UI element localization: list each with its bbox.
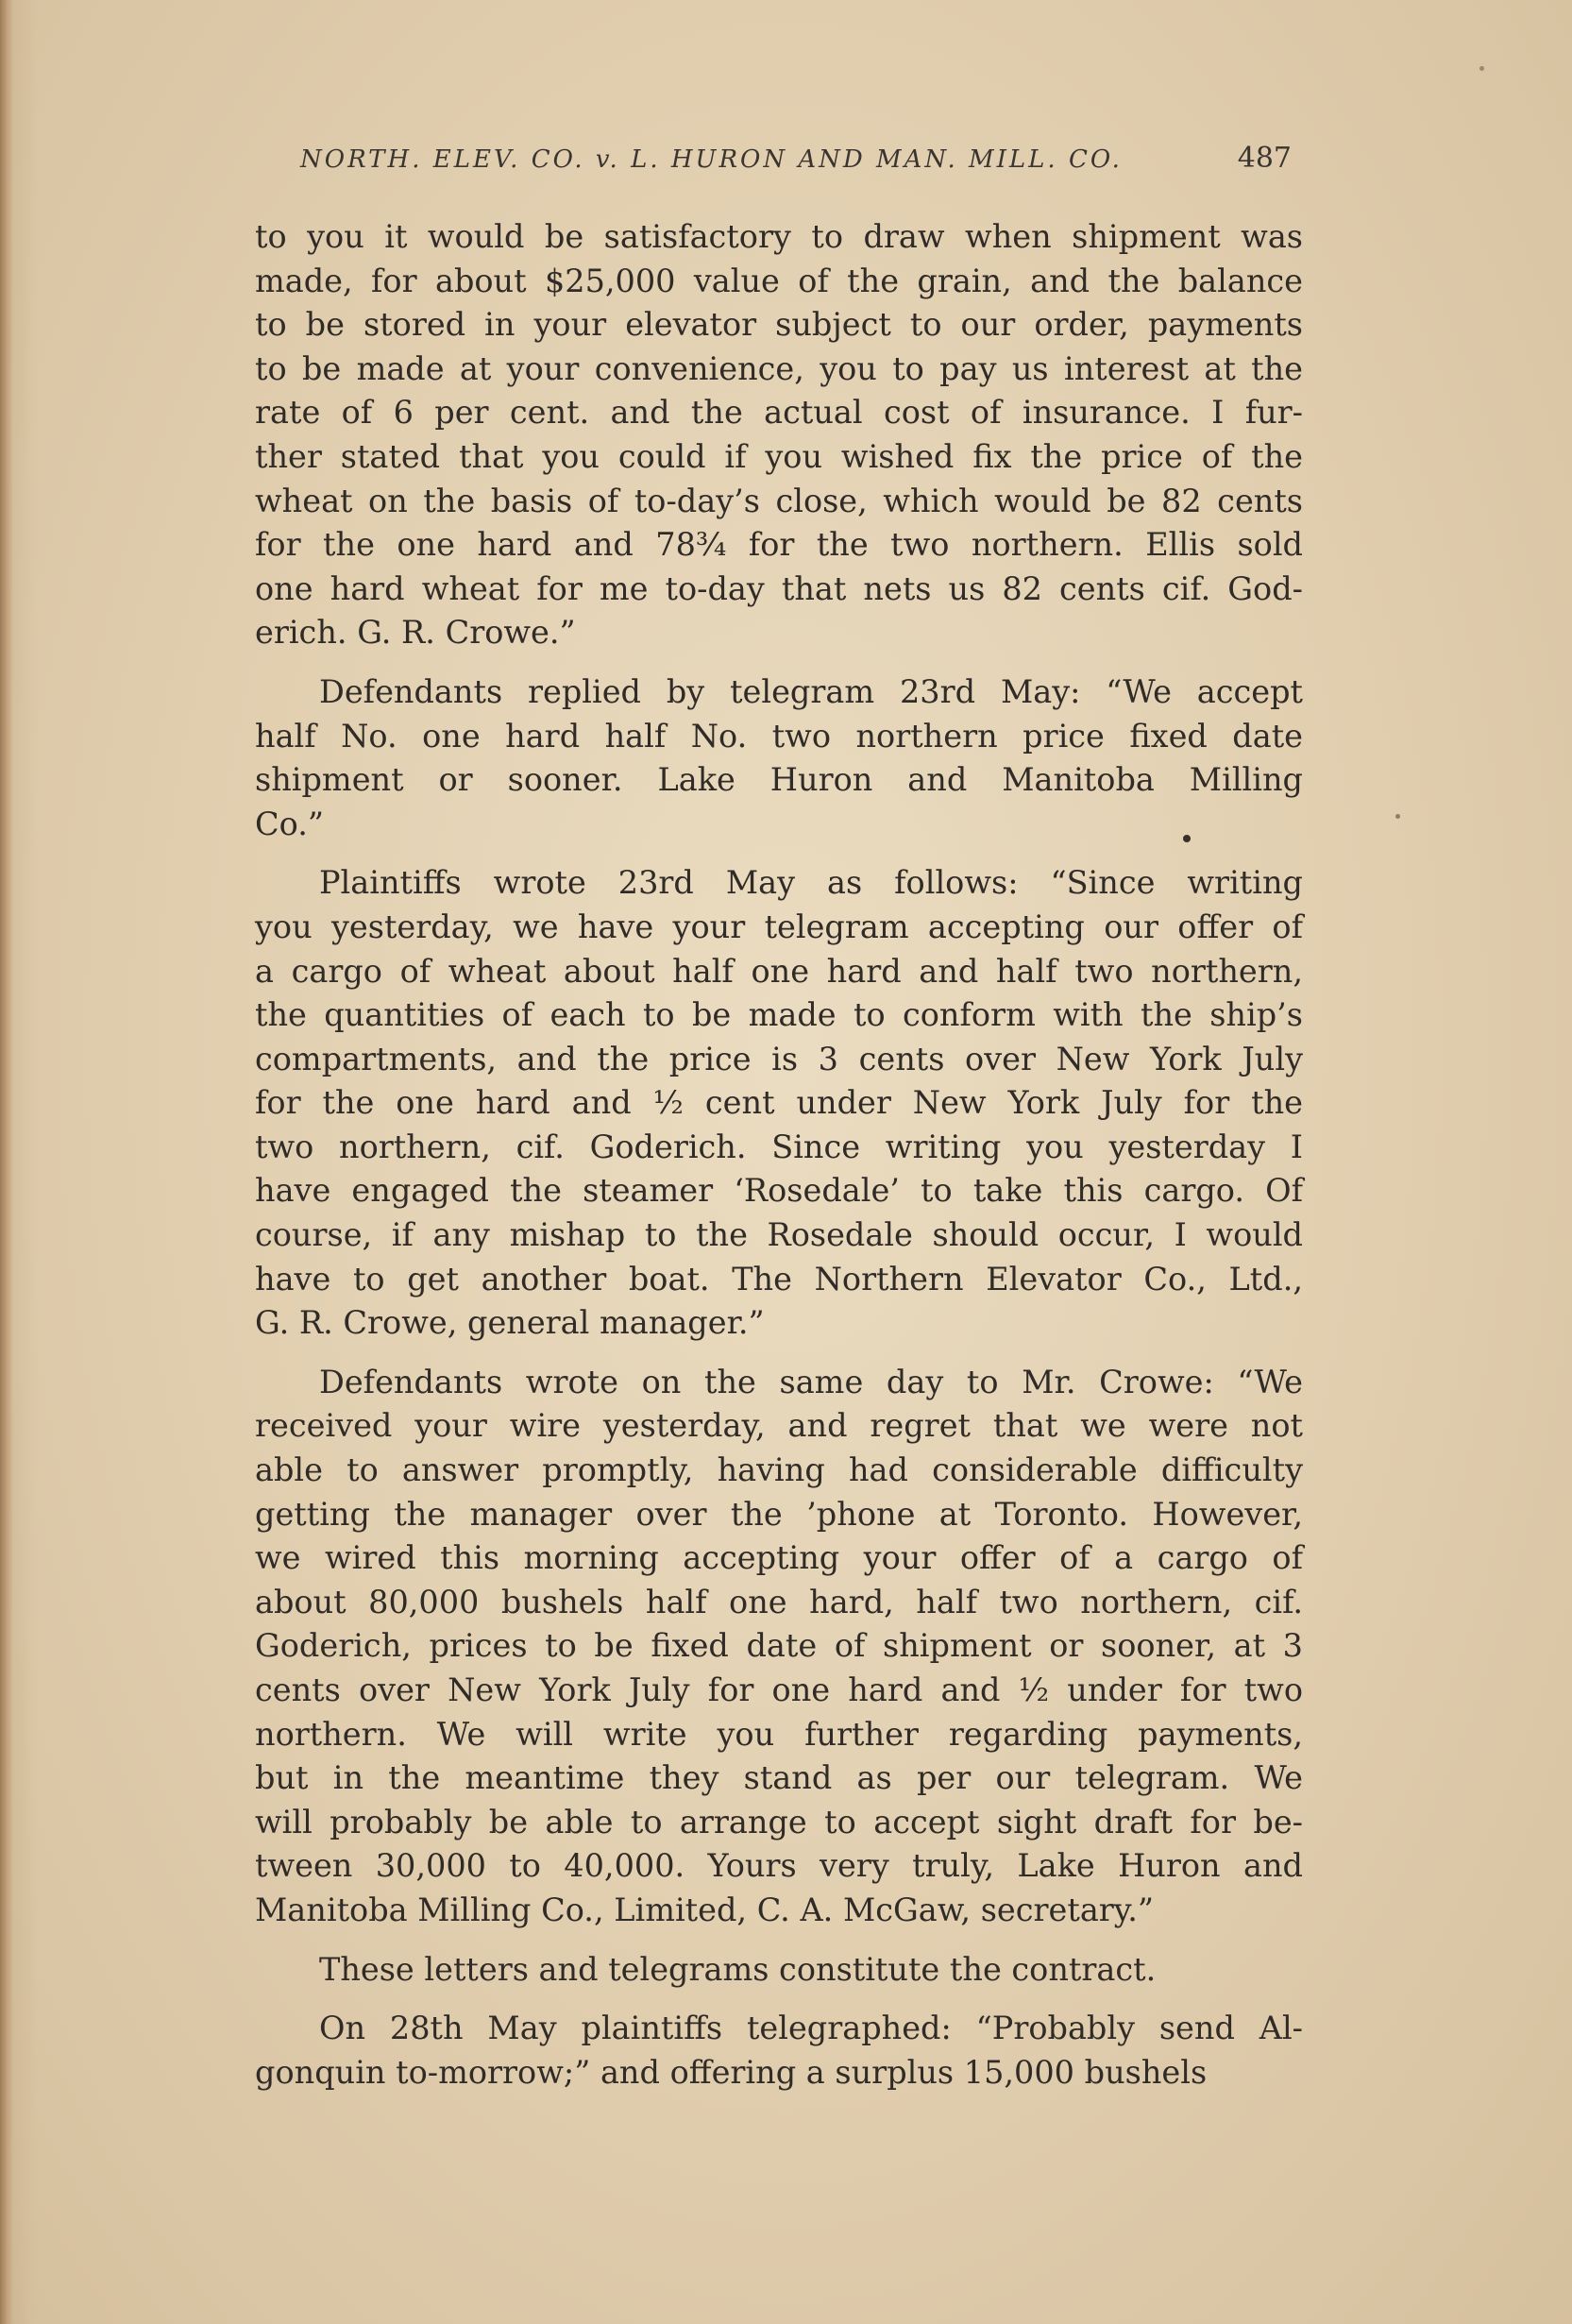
text-line: two northern, cif. Goderich. Since writing you yesterday I <box>255 1128 1303 1165</box>
text-line: one hard wheat for me to-day that nets us 82 cents cif. God- <box>255 569 1303 607</box>
page-number: 487 <box>1237 142 1292 175</box>
text-line: course, if any mishap to the Rosedale should occur, I would <box>255 1216 1303 1254</box>
text-line: have engaged the steamer ‘Rosedale’ to take this cargo. Of <box>255 1172 1303 1210</box>
text-line: compartments, and the price is 3 cents over New York July <box>255 1040 1303 1077</box>
text-line: tween 30,000 to 40,000. Yours very truly, Lake Huron and <box>255 1847 1303 1885</box>
page-binding-edge <box>0 0 13 2324</box>
text-line: These letters and telegrams constitute the contract. <box>319 1950 1157 1988</box>
text-line: getting the manager over the ’phone at Toronto. However, <box>255 1495 1303 1533</box>
text-line: about 80,000 bushels half one hard, half two northern, cif. <box>255 1583 1303 1620</box>
text-line: erich. G. R. Crowe.” <box>255 614 576 652</box>
text-line: we wired this morning accepting your offer of a cargo of <box>255 1539 1303 1577</box>
text-line: for the one hard and 78¾ for the two northern. Ellis sold <box>255 526 1303 564</box>
text-line: northern. We will write you further regarding payments, <box>255 1715 1303 1753</box>
text-line: made, for about $25,000 value of the grain, and the balance <box>255 262 1303 299</box>
paragraph <box>255 670 1303 846</box>
paragraph <box>255 2007 1303 2095</box>
text-line: Plaintiffs wrote 23rd May as follows: “Since writing <box>319 864 1303 902</box>
paragraph <box>255 1948 1303 1993</box>
text-line: have to get another boat. The Northern Elevator Co., Ltd., <box>255 1260 1303 1298</box>
text-line: Co.” <box>255 805 324 842</box>
ink-speck <box>1183 835 1191 842</box>
body-text <box>255 215 1303 2095</box>
paragraph <box>255 215 1303 655</box>
text-line: half No. one hard half No. two northern price fixed date <box>255 717 1303 755</box>
paragraph <box>255 1361 1303 1933</box>
ink-speck <box>1395 814 1400 819</box>
text-line: Goderich, prices to be fixed date of shipment or sooner, at 3 <box>255 1627 1303 1665</box>
page-header <box>300 142 1292 175</box>
text-line: wheat on the basis of to-day’s close, which would be 82 cents <box>255 482 1303 519</box>
text-line: Defendants replied by telegram 23rd May: “We accept <box>319 672 1303 710</box>
text-line: received your wire yesterday, and regret that we were not <box>255 1407 1303 1445</box>
text-line: able to answer promptly, having had considerable difficulty <box>255 1451 1303 1489</box>
text-line: for the one hard and ½ cent under New York July for the <box>255 1084 1303 1122</box>
text-line: ther stated that you could if you wished fix the price of the <box>255 437 1303 475</box>
paragraph-gap <box>255 1346 1303 1361</box>
text-line: Defendants wrote on the same day to Mr. Crowe: “We <box>319 1363 1303 1400</box>
text-line: to be made at your convenience, you to pay us interest at the <box>255 349 1303 387</box>
text-line: you yesterday, we have your telegram accepting our offer of <box>255 908 1303 945</box>
text-line: G. R. Crowe, general manager.” <box>255 1304 765 1342</box>
paragraph-gap <box>255 1992 1303 2007</box>
text-line: gonquin to-morrow;” and offering a surplus 15,000 bushels <box>255 2053 1208 2091</box>
text-line: Manitoba Milling Co., Limited, C. A. McGaw, secretary.” <box>255 1891 1155 1928</box>
text-line: cents over New York July for one hard and ½ under for two <box>255 1671 1303 1708</box>
text-line: but in the meantime they stand as per our telegram. We <box>255 1759 1303 1797</box>
text-line: rate of 6 per cent. and the actual cost of insurance. I fur- <box>255 394 1303 432</box>
running-head: NORTH. ELEV. CO. v. L. HURON AND MAN. MILL. CO. <box>300 145 1123 174</box>
text-line: shipment or sooner. Lake Huron and Manitoba Milling <box>255 761 1303 799</box>
text-line: to you it would be satisfactory to draw when shipment was <box>255 218 1303 255</box>
text-line: On 28th May plaintiffs telegraphed: “Probably send Al- <box>319 2010 1303 2047</box>
paragraph-gap <box>255 655 1303 670</box>
text-line: a cargo of wheat about half one hard and half two northern, <box>255 952 1303 990</box>
text-line: to be stored in your elevator subject to our order, payments <box>255 306 1303 344</box>
text-line: the quantities of each to be made to conform with the ship’s <box>255 996 1303 1034</box>
text-line: will probably be able to arrange to accept sight draft for be- <box>255 1803 1303 1841</box>
paragraph <box>255 861 1303 1346</box>
paragraph-gap <box>255 846 1303 861</box>
paragraph-gap <box>255 1933 1303 1948</box>
ink-speck <box>1479 66 1484 71</box>
